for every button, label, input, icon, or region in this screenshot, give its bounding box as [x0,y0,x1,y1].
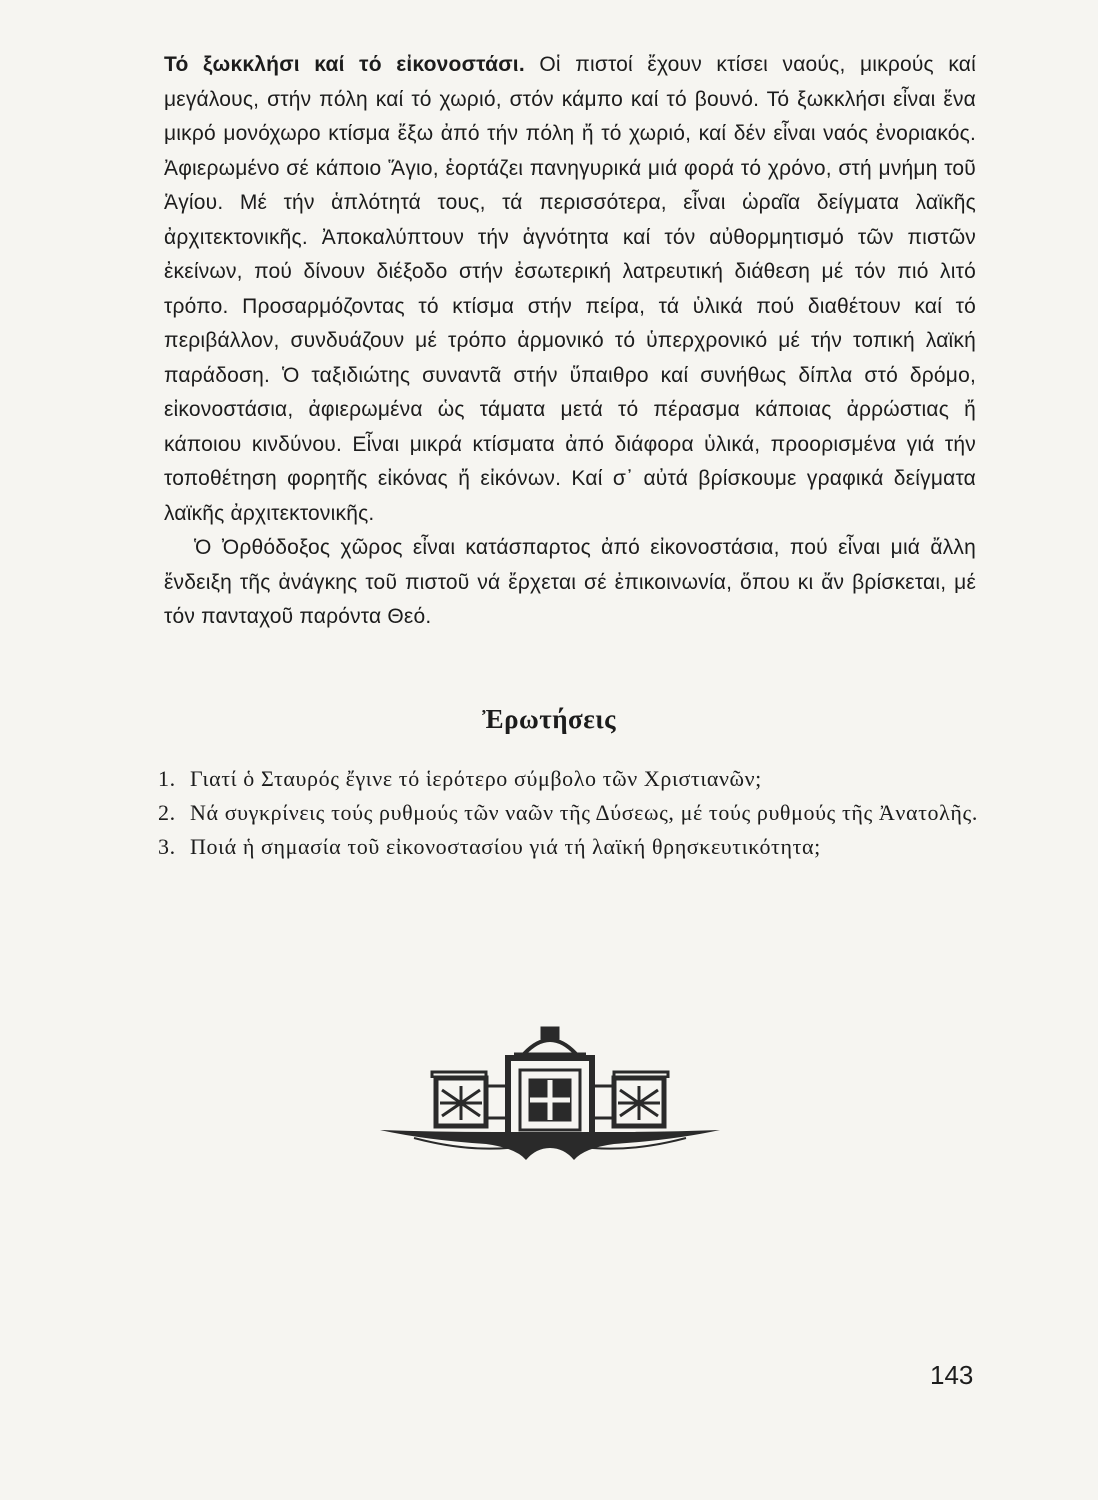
main-text [164,48,976,635]
paragraph-1-text: Οἱ πιστοί ἔχουν κτίσει ναούς, μικρούς καί μεγάλους, στήν πόλη καί τό χωριό, στόν κάμπο καί τό βουνό. Τό ξωκκλήσι εἶναι ἕνα μικρό μονόχωρο κτίσμα ἔξω ἀπό τήν πόλη ἤ τό χωριό, καί δέν εἶναι ναός ἐνοριακός. Ἀφιερωμένο σέ κάποιο Ἅγιο, ἑορτάζει πανηγυρικά μιά φορά τό χρόνο, στή μνήμη τοῦ Ἁγίου. Μέ τήν ἁπλότητά τους, τά περισσότερα, εἶναι ὡραῖα δείγματα λαϊκῆς ἀρχιτεκτονικῆς. Ἀποκαλύπτουν τήν ἁγνότητα καί τόν αὐθορμητισμό τῶν πιστῶν ἐκείνων, πού δίνουν διέξοδο στήν ἐσωτερική λατρευτική διάθεση μέ τόν πιό λιτό τρόπο. Προσαρμόζοντας τό κτίσμα στήν πείρα, τά ὑλικά πού διαθέτουν καί τό περιβάλλον, συνδυάζουν μέ τρόπο ἁρμονικό τό ὑπερχρονικό μέ τήν τοπική λαϊκή παράδοση. Ὁ ταξιδιώτης συναντᾶ στήν ὕπαιθρο καί συνήθως δίπλα στό δρόμο, εἰκονοστάσια, ἀφιερωμένα ὡς τάματα μετά τό πέρασμα κάποιας ἀρρώστιας ἤ κάποιου κινδύνου. Εἶναι μικρά κτίσματα ἀπό διάφορα ὑλικά, προορισμένα γιά τήν τοποθέτηση φορητῆς εἰκόνας ἤ εἰκόνων. Καί σ᾿ αὐτά βρίσκουμε γραφικά δείγματα λαϊκῆς ἀρχιτεκτονικῆς. [164,53,976,525]
questions-list [158,762,988,864]
questions-title: Ἐρωτήσεις [481,704,617,734]
paragraph-1 [164,48,976,531]
question-text: Ποιά ἡ σημασία τοῦ εἰκονοστασίου γιά τή λαϊκή θρησκευτικότητα; [190,834,821,859]
paragraph-2: Ὁ Ὀρθόδοξος χῶρος εἶναι κατάσπαρτος ἀπό εἰκονοστάσια, πού εἶναι μιά ἄλλη ἔνδειξη τῆς ἀνάγκης τοῦ πιστοῦ νά ἔρχεται σέ ἐπικοινωνία, ὅπου κι ἄν βρίσκεται, μέ τόν πανταχοῦ παρόντα Θεό. [164,536,976,628]
question-item [158,762,988,796]
page-number: 143 [930,1360,974,1390]
question-item [158,830,988,864]
question-item [158,796,988,830]
question-text: Νά συγκρίνεις τούς ρυθμούς τῶν ναῶν τῆς Δύσεως, μέ τούς ρυθμούς τῆς Ἀνατολῆς. [190,800,978,825]
question-number: 2. [158,800,176,825]
section-heading: Τό ξωκκλήσι καί τό εἰκονοστάσι. [164,53,525,76]
question-number: 1. [158,766,176,791]
question-text: Γιατί ὁ Σταυρός ἔγινε τό ἱερότερο σύμβολο τῶν Χριστιανῶν; [190,766,762,791]
question-number: 3. [158,834,176,859]
byzantine-cross-ornament-icon [374,1020,726,1178]
